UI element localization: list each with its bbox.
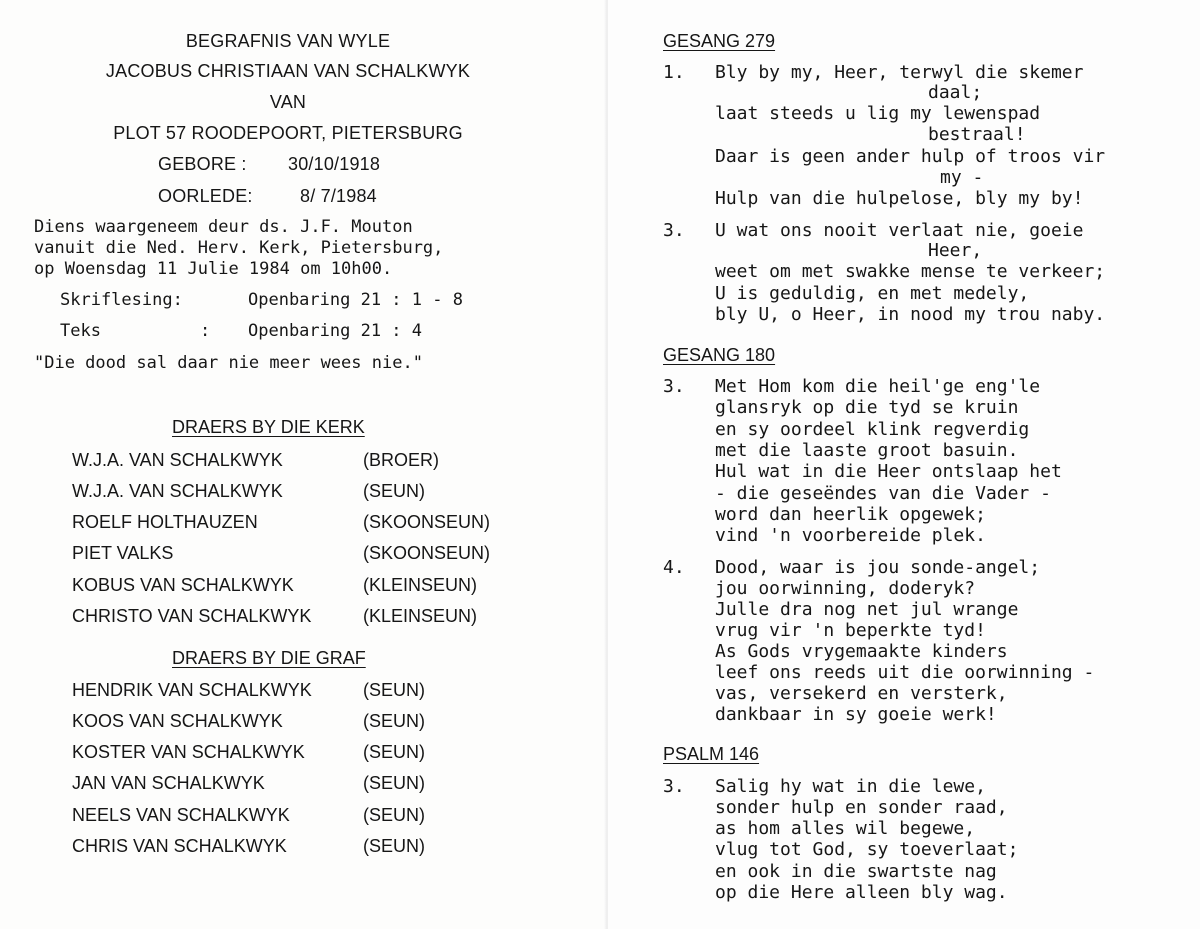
list-item: NEELS VAN SCHALKWYK xyxy=(72,805,290,825)
list-item: W.J.A. VAN SCHALKWYK xyxy=(72,450,283,470)
address: PLOT 57 ROODEPOORT, PIETERSBURG xyxy=(113,123,463,143)
reading-value: Openbaring 21 : 1 - 8 xyxy=(248,290,463,310)
verse-number: 4. xyxy=(663,557,685,578)
born-date: 30/10/1918 xyxy=(288,154,381,174)
verse-line: As Gods vrygemaakte kinders xyxy=(715,641,1008,662)
text-value: Openbaring 21 : 4 xyxy=(248,321,422,341)
deceased-name: JACOBUS CHRISTIAAN VAN SCHALKWYK xyxy=(105,61,471,81)
church-bearers-title: DRAERS BY DIE KERK xyxy=(172,417,365,437)
header-line-1: BEGRAFNIS VAN WYLE xyxy=(185,31,391,51)
verse-line: dankbaar in sy goeie werk! xyxy=(715,704,997,725)
verse-line: op die Here alleen bly wag. xyxy=(715,882,1008,903)
list-item-relation: (KLEINSEUN) xyxy=(363,575,478,595)
verse-line: Bly by my, Heer, terwyl die skemer xyxy=(715,62,1084,83)
verse-line: - die geseëndes van die Vader - xyxy=(715,483,1051,504)
list-item-relation: (KLEINSEUN) xyxy=(363,606,478,626)
verse-number: 3. xyxy=(663,376,685,397)
list-item: W.J.A. VAN SCHALKWYK xyxy=(72,481,283,501)
grave-bearers-title: DRAERS BY DIE GRAF xyxy=(172,648,366,668)
list-item: ROELF HOLTHAUZEN xyxy=(72,512,258,532)
song-title: PSALM 146 xyxy=(663,744,760,764)
died-label: OORLEDE: xyxy=(158,186,253,206)
verse-line: glansryk op die tyd se kruin xyxy=(715,397,1019,418)
list-item-relation: (BROER) xyxy=(363,450,439,470)
quote: "Die dood sal daar nie meer wees nie." xyxy=(34,353,423,373)
reading-label: Skriflesing: xyxy=(60,290,183,310)
verse-line: bestraal! xyxy=(928,124,1026,145)
verse-line: laat steeds u lig my lewenspad xyxy=(715,103,1041,124)
service-line-1: Diens waargeneem deur ds. J.F. Mouton xyxy=(34,217,413,237)
list-item-relation: (SEUN) xyxy=(363,836,425,856)
header-line-3: VAN xyxy=(269,92,307,112)
list-item: PIET VALKS xyxy=(72,543,174,563)
verse-line: my - xyxy=(940,167,984,188)
verse-line: Daar is geen ander hulp of troos vir xyxy=(715,146,1106,167)
list-item: HENDRIK VAN SCHALKWYK xyxy=(72,680,312,700)
verse-line: Julle dra nog net jul wrange xyxy=(715,599,1019,620)
list-item-relation: (SEUN) xyxy=(363,742,425,762)
verse-line: Met Hom kom die heil'ge eng'le xyxy=(715,376,1041,397)
list-item: JAN VAN SCHALKWYK xyxy=(72,773,265,793)
list-item-relation: (SKOONSEUN) xyxy=(363,543,491,563)
song-title: GESANG 180 xyxy=(663,345,776,365)
verse-line: bly U, o Heer, in nood my trou naby. xyxy=(715,304,1106,325)
verse-line: Dood, waar is jou sonde-angel; xyxy=(715,557,1041,578)
list-item: KOSTER VAN SCHALKWYK xyxy=(72,742,305,762)
list-item-relation: (SEUN) xyxy=(363,680,425,700)
list-item-relation: (SKOONSEUN) xyxy=(363,512,491,532)
right-page xyxy=(608,0,1200,929)
verse-line: daal; xyxy=(928,82,983,103)
list-item: CHRISTO VAN SCHALKWYK xyxy=(72,606,312,626)
died-date: 8/ 7/1984 xyxy=(300,186,377,206)
text-colon: : xyxy=(200,321,211,341)
verse-line: jou oorwinning, doderyk? xyxy=(715,578,976,599)
verse-line: vind 'n voorbereide plek. xyxy=(715,525,986,546)
verse-line: leef ons reeds uit die oorwinning - xyxy=(715,662,1095,683)
list-item: KOBUS VAN SCHALKWYK xyxy=(72,575,294,595)
list-item-relation: (SEUN) xyxy=(363,805,425,825)
service-line-3: op Woensdag 11 Julie 1984 om 10h00. xyxy=(34,259,393,279)
list-item-relation: (SEUN) xyxy=(363,711,425,731)
verse-line: word dan heerlik opgewek; xyxy=(715,504,986,525)
verse-line: weet om met swakke mense te verkeer; xyxy=(715,261,1106,282)
verse-line: vlug tot God, sy toeverlaat; xyxy=(715,839,1019,860)
verse-number: 1. xyxy=(663,62,685,83)
list-item: KOOS VAN SCHALKWYK xyxy=(72,711,283,731)
born-label: GEBORE : xyxy=(158,154,247,174)
verse-line: vrug vir 'n beperkte tyd! xyxy=(715,620,986,641)
verse-line: met die laaste groot basuin. xyxy=(715,440,1019,461)
verse-line: Heer, xyxy=(928,240,983,261)
list-item: CHRIS VAN SCHALKWYK xyxy=(72,836,287,856)
verse-line: Hulp van die hulpelose, bly my by! xyxy=(715,188,1084,209)
verse-line: sonder hulp en sonder raad, xyxy=(715,797,1008,818)
verse-line: en ook in die swartste nag xyxy=(715,861,997,882)
verse-line: vas, versekerd en versterk, xyxy=(715,683,1008,704)
verse-number: 3. xyxy=(663,776,685,797)
verse-line: en sy oordeel klink regverdig xyxy=(715,419,1030,440)
verse-line: Hul wat in die Heer ontslaap het xyxy=(715,461,1062,482)
service-line-2: vanuit die Ned. Herv. Kerk, Pietersburg, xyxy=(34,238,444,258)
verse-line: as hom alles wil begewe, xyxy=(715,818,976,839)
verse-line: U is geduldig, en met medely, xyxy=(715,283,1030,304)
verse-line: Salig hy wat in die lewe, xyxy=(715,776,986,797)
text-label: Teks xyxy=(60,321,101,341)
list-item-relation: (SEUN) xyxy=(363,481,425,501)
list-item-relation: (SEUN) xyxy=(363,773,425,793)
verse-number: 3. xyxy=(663,220,685,241)
verse-line: U wat ons nooit verlaat nie, goeie xyxy=(715,220,1084,241)
song-title: GESANG 279 xyxy=(663,31,776,51)
